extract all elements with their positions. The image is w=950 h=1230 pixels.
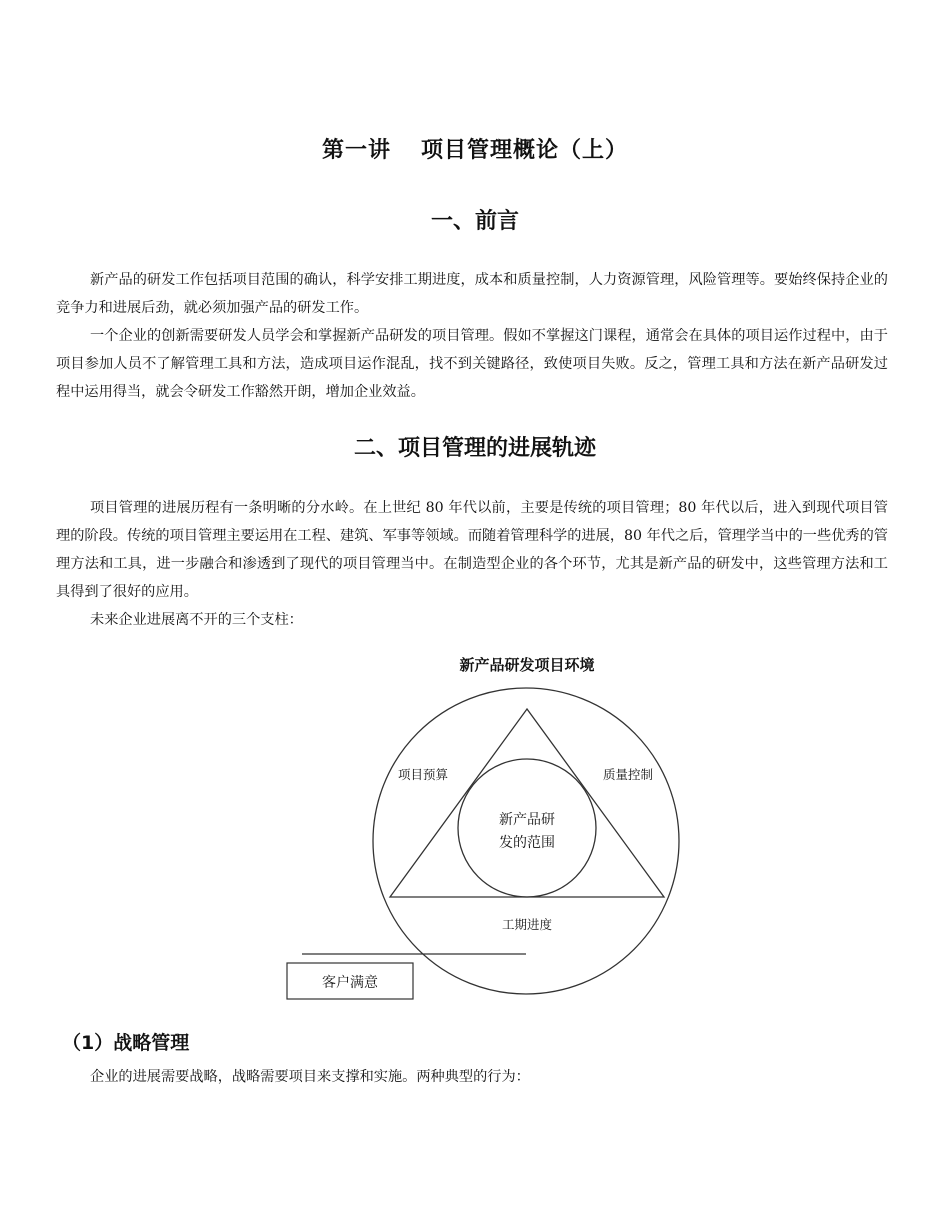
evolution-paragraph-1: 项目管理的进展历程有一条明晰的分水岭。在上世纪 80 年代以前，主要是传统的项目管理；80 年代以后，进入到现代项目管理的阶段。传统的项目管理主要运用在工程、建筑、军事等领域。而随着管理科学的进展，80 年代之后，管理学当中的一些优秀的管理方法和工具，进一步融合和渗透到了现代的项目管理当中。在制造型企业的各个环节，尤其是新产品的研发中，这些管理方法和工具得到了很好的应用。 (56, 500, 888, 600)
triangle (390, 709, 664, 897)
label-center-line-2: 发的范围 (499, 835, 555, 851)
preface-paragraph-1: 新产品的研发工作包括项目范围的确认，科学安排工期进度，成本和质量控制，人力资源管理，风险管理等。要始终保持企业的竞争力和进展后劲，就必须加强产品的研发工作。 (56, 272, 888, 316)
preface-paragraph-2: 一个企业的创新需要研发人员学会和掌握新产品研发的项目管理。假如不掌握这门课程，通常会在具体的项目运作过程中，由于项目参加人员不了解管理工具和方法，造成项目运作混乱，找不到关键路径，致使项目失败。反之，管理工具和方法在新产品研发过程中运用得当，就会令研发工作豁然开朗，增加企业效益。 (56, 328, 888, 400)
strategy-paragraph-1: 企业的进展需要战略，战略需要项目来支撑和实施。两种典型的行为： (90, 1069, 530, 1085)
diagram-title: 新产品研发项目环境 (459, 656, 595, 674)
title-lecture-number: 第一讲 (321, 138, 391, 163)
inner-circle (458, 759, 596, 897)
label-project-budget: 项目预算 (397, 767, 449, 782)
page-title (0, 133, 950, 164)
title-lecture-name: 项目管理概论（上） (421, 138, 629, 163)
section-heading-evolution: 二、项目管理的进展轨迹 (353, 436, 596, 461)
label-schedule: 工期进度 (501, 917, 553, 932)
section-heading-preface: 一、前言 (430, 209, 519, 234)
evolution-paragraph-2: 未来企业进展离不开的三个支柱： (90, 612, 303, 628)
label-center-line-1: 新产品研 (499, 812, 555, 828)
subsection-heading-strategy: （1）战略管理 (62, 1032, 190, 1054)
label-quality-control: 质量控制 (602, 767, 654, 782)
project-environment-diagram (0, 640, 950, 1010)
label-customer-satisfaction: 客户满意 (322, 975, 378, 991)
